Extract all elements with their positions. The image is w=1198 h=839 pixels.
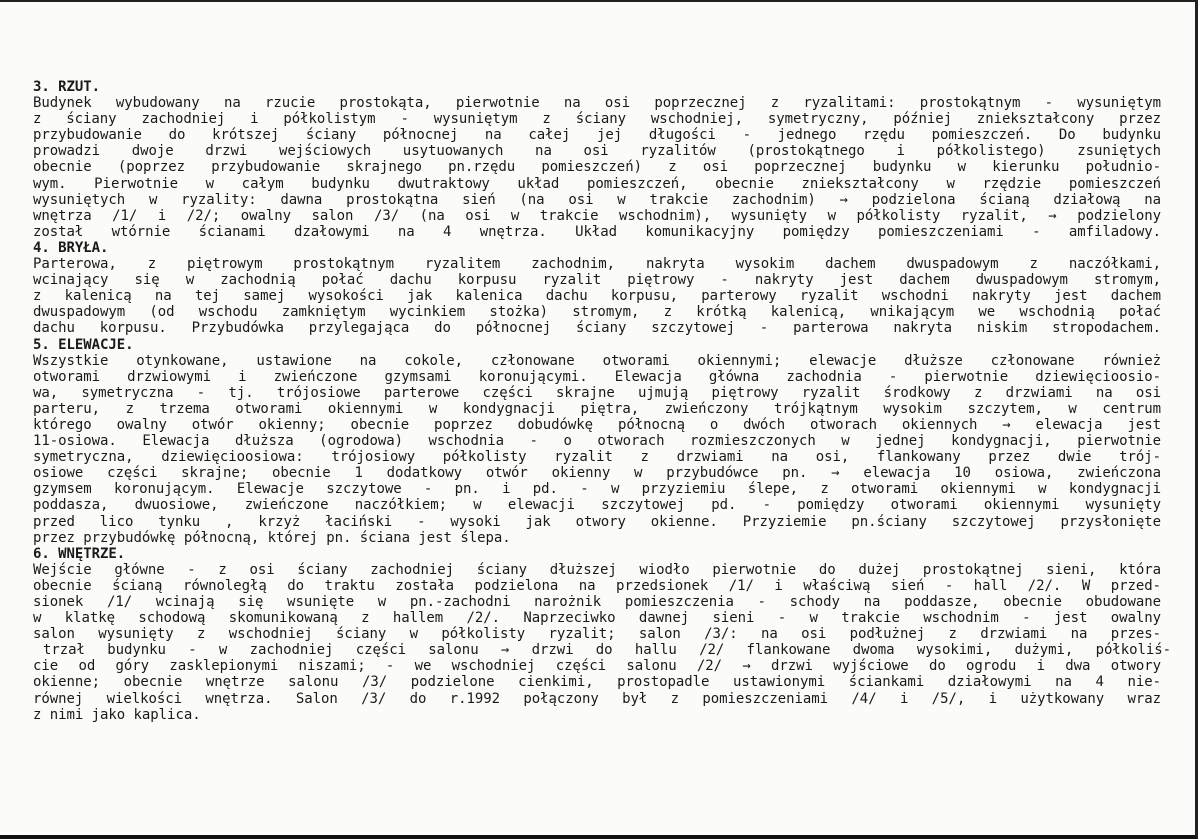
text-line: z kalenicą na tej samej wysokości jak kalenica dachu korpusu, parterowy ryzalit wschodni nakryty jest dachem <box>33 288 1161 305</box>
text-line: wnętrza /1/ i /2/; owalny salon /3/ (na osi w trakcie wschodnim), wysunięty w półkolisty ryzalit, → podzielony <box>33 207 1161 224</box>
text-line: wcinający się w zachodnią połać dachu korpusu ryzalit piętrowy - nakryty jest dachem dwuspadowym stromym, <box>33 272 1161 289</box>
text-line: został wtórnie ścianami dzałowymi na 4 wnętrza. Układ komunikacyjny pomiędzy pomieszczeniami - amfiladowy. <box>33 223 1161 240</box>
text-line: salon wysunięty z wschodniej ściany w półkolisty ryzalit; salon /3/: na osi podłużnej z drzwiami na przes- <box>33 626 1161 643</box>
section-heading-elewacje: 5. ELEWACJE. <box>33 336 134 353</box>
text-line: 11-osiowa. Elewacja dłuższa (ogrodowa) wschodnia - o otworach rozmieszczonych w jednej kondygnacji, pierwotnie <box>33 433 1161 450</box>
section-heading-bryla: 4. BRYŁA. <box>33 239 109 256</box>
text-line: z ściany zachodniej i półkolistym - wysuniętym z ściany wschodniej, symetryczny, później zniekształcony przez <box>33 111 1161 128</box>
text-line-last: z nimi jako kaplica. <box>33 706 201 723</box>
text-line: Budynek wybudowany na rzucie prostokąta, pierwotnie na osi poprzecznej z ryzalitami: prostokątnym - wysuniętym <box>33 95 1161 112</box>
text-line: wym. Pierwotnie w całym budynku dwutraktowy układ pomieszczeń, obecnie zniekształcony w rzędzie pomieszczeń <box>33 175 1161 192</box>
text-line: otworami drzwiowymi i zwieńczone gzymsami koronującymi. Elewacja główna zachodnia - pierwotnie dziewięcioosio- <box>33 368 1161 385</box>
text-line: Parterowa, z piętrowym prostokątnym ryzalitem zachodnim, nakryta wysokim dachem dwuspadowym z naczółkami, <box>33 256 1161 273</box>
text-line: parteru, z trzema otworami okiennymi w kondygnacji piętra, zwieńczony trójkątnym wysokim szczytem, w centrum <box>33 400 1161 417</box>
text-line: prowadzi dwoje drzwi wejściowych usytuowanych na osi ryzalitów (prostokątnego i półkolistego) zsuniętych <box>33 143 1161 160</box>
text-line: przybudowanie do krótszej ściany północnej na całej jej długości - jednego rzędu pomieszczeń. Do budynku <box>33 127 1161 144</box>
text-line: wysuniętych w ryzality: dawna prostokątna sień (na osi w trakcie zachodnim) → podzielona ścianą działową na <box>33 191 1161 208</box>
section-heading-rzut: 3. RZUT. <box>33 79 101 95</box>
text-line: symetryczna, dziewięcioosiowa: trójosiowy półkolisty ryzalit z drzwiami na osi, flankowany przez dwie trój- <box>33 449 1161 466</box>
text-line: okienne; obecnie wnętrze salonu /3/ podzielone cienkimi, prostopadle ustawionymi ściankami działowymi na 4 nie- <box>33 674 1161 691</box>
text-line: osiowe części skrajne; obecnie 1 dodatkowy otwór okienny w przybudówce pn. → elewacja 10 osiowa, zwieńczona <box>33 465 1161 482</box>
text-line: którego owalny otwór okienny; obecnie poprzez dobudówkę północną o dwóch otworach okiennych → elewacja jest <box>33 416 1161 433</box>
text-line: sionek /1/ wcinają się wsunięte w pn.-zachodni narożnik pomieszczenia - schody na poddasze, obecnie obudowane <box>33 594 1161 610</box>
text-line: Wejście główne - z osi ściany zachodniej ściany dłuższej wiodło pierwotnie do dużej prostokątnej sieni, która <box>33 561 1161 578</box>
text-line: obecnie (poprzez przybudowanie skrajnego pn.rzędu pomieszczeń) z osi poprzecznej budynku w kierunku południo- <box>33 159 1161 176</box>
text-line: obecnie ścianą równoległą do traktu została podzielona na przedsionek /1/ i właściwą sień - hall /2/. W przed- <box>33 577 1161 594</box>
text-line: gzymsem koronującym. Elewacje szczytowe - pn. i pd. - w przyziemiu ślepe, z otworami okiennymi w kondygnacji <box>33 481 1161 498</box>
text-line: dachu korpusu. Przybudówka przylegająca do północnej ściany szczytowej - parterowa nakryta niskim stropodachem. <box>33 320 1161 337</box>
text-line: równej wielkości wnętrza. Salon /3/ do r.1992 połączony był z pomieszczeniami /4/ i /5/, i użytkowany wraz <box>33 690 1161 707</box>
text-line: trzał budynku - w zachodniej części salonu → drzwi do hallu /2/ flankowane dwoma wysokimi, dużymi, półkoliś- <box>43 642 1171 659</box>
text-line: wa, symetryczna - tj. trójosiowe parterowe części skrajne ujmują piętrowy ryzalit środkowy z drzwiami na osi <box>33 384 1161 401</box>
text-line: przed lico tynku , krzyż łaciński - wysoki jak otwory okienne. Przyziemie pn.ściany szczytowej przysłonięte <box>33 513 1161 530</box>
text-line: Wszystkie otynkowane, ustawione na cokole, członowane otworami okiennymi; elewacje dłuższe członowane również <box>33 352 1161 369</box>
document-text-block <box>33 79 1171 723</box>
text-line: dwuspadowym (od wschodu zamkniętym wycinkiem stożka) stromym, z krótką kalenicą, wnikającym we wschodnią połać <box>33 304 1161 321</box>
text-line: w klatkę schodową skomunikowaną z hallem /2/. Naprzeciwko dawnej sieni - w trakcie wschodnim - jest owalny <box>33 610 1161 627</box>
section-heading-wnetrze: 6. WNĘTRZE. <box>33 545 126 562</box>
text-line-last: przez przybudówkę północną, której pn. ściana jest ślepa. <box>33 529 511 546</box>
text-line: poddasza, dwuosiowe, zwieńczone naczółkiem; w elewacji szczytowej pd. - pomiędzy otworami okiennymi wysunięty <box>33 497 1161 514</box>
text-line: cie od góry zasklepionymi niszami; - we wschodniej części salonu /2/ → drzwi wyjściowe do ogrodu i dwa otwory <box>33 658 1161 675</box>
